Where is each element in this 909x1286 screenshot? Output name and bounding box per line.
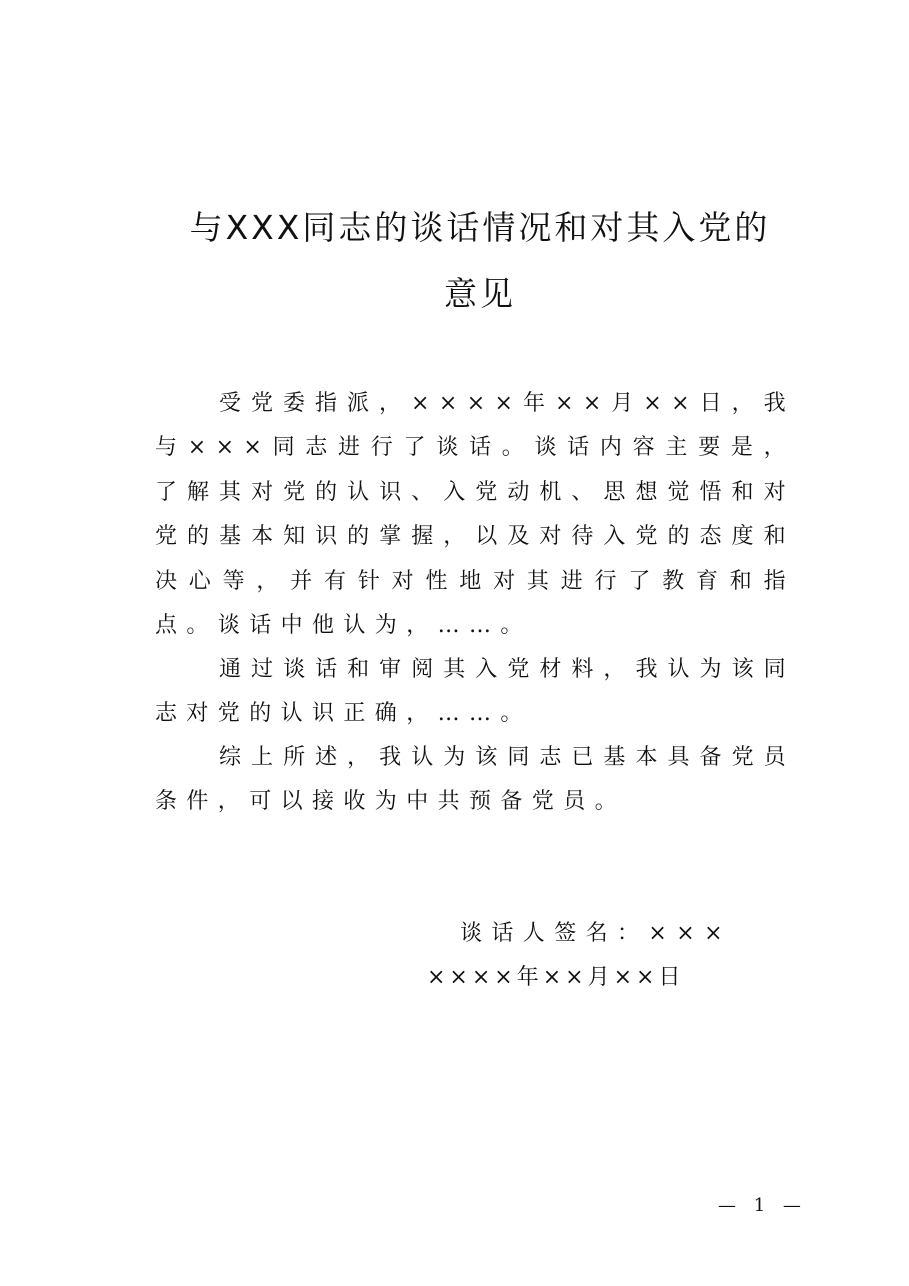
paragraph-assessment: 通过谈话和审阅其入党材料，我认为该同志对党的认识正确，……。 [155,657,795,727]
page-number: — 1 — [718,1195,807,1216]
document-title-line-2: 意见 [444,274,516,313]
signature-line: 谈话人签名：××× [460,921,732,946]
signature-date: ××××年××月××日 [427,965,685,990]
paragraph-conclusion: 综上所述，我认为该同志已基本具备党员条件，可以接收为中共预备党员。 [155,745,795,815]
paragraph-interview-summary: 受党委指派，××××年××月××日，我与×××同志进行了谈话。谈话内容主要是，了解其对党的认识、入党动机、思想觉悟和对党的基本知识的掌握，以及对待入党的态度和决心等，并有针对性地对其进行了教育和指点。谈话中他认为，……。 [155,391,795,639]
document-title-line-1: 与XXX同志的谈话情况和对其入党的 [189,208,771,247]
